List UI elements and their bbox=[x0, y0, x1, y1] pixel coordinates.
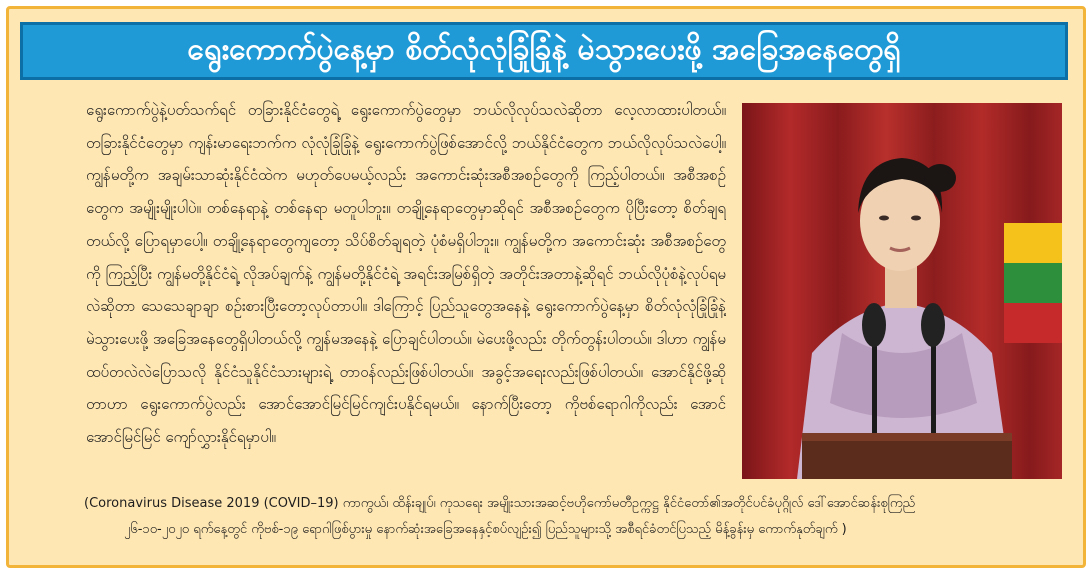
caption-line-1: (Coronavirus Disease 2019 (COVID–19) ကာကွယ်၊ ထိန်းချုပ်၊ ကုသရေး အမျိုးသားအဆင့်ဗဟိုကော်မတီဥက္ကဋ္ဌ နိုင်ငံတော်၏အတိုင်ပင်ခံပုဂ္ဂိုလ် ဒေါ်အောင်ဆန်းစုကြည် bbox=[84, 496, 916, 511]
headline-title: ရွေးကောက်ပွဲနေ့မှာ စိတ်လုံလုံခြုံခြုံနဲ့ မဲသွားပေးဖို့ အခြေအနေတွေရှိ bbox=[187, 31, 901, 67]
headline-banner bbox=[20, 22, 1068, 80]
speaker-portrait-photo bbox=[742, 103, 1062, 479]
caption-line-2: ၂၆-၁၀-၂၀၂၀ ရက်နေ့တွင် ကိုဗစ်-၁၉ ရောဂါဖြစ်ပွားမှု နောက်ဆုံးအခြေအနေနှင့်စပ်လျဉ်း၍ ပြည်သူများသို့ အစီရင်ခံတင်ပြသည့် မိန့်ခွန်းမှ ကောက်နုတ်ချက် ) bbox=[124, 522, 847, 537]
article-body: ရွေးကောက်ပွဲနဲ့ပတ်သက်ရင် တခြားနိုင်ငံတွေရဲ့ ရွေးကောက်ပွဲတွေမှာ ဘယ်လိုလုပ်သလဲဆိုတာ လေ့လာထားပါတယ်။ တခြားနိုင်ငံတွေမှာ ကျန်းမာရေးဘက်က လုံလုံခြုံခြုံနဲ့ ရွေးကောက်ပွဲဖြစ်အောင်လို့ ဘယ်နိုင်ငံတွေက ဘယ်လိုလုပ်သလဲပေါ့။ ကျွန်မတို့က အချမ်းသာဆုံးနိုင်ငံထဲက မဟုတ်ပေမယ့်လည်း အကောင်းဆုံးအစီအစဉ်တွေကို ကြည့်ပါတယ်။ အစီအစဉ်တွေက အမျိုးမျိုးပါပဲ။ တစ်နေရာနဲ့ တစ်နေရာ မတူပါဘူး။ တချို့နေရာတွေမှာဆိုရင် အစီအစဉ်တွေက ပိုပြီးတော့ စိတ်ချရတယ်လို့ ပြောရမှာပေါ့။ တချို့နေရာတွေကျတော့ သိပ်စိတ်ချရတဲ့ ပုံစံမရှိပါဘူး။ ကျွန်မတို့က အကောင်းဆုံး အစီအစဉ်တွေကို ကြည့်ပြီး ကျွန်မတို့နိုင်ငံရဲ့ လိုအပ်ချက်နဲ့ ကျွန်မတို့နိုင်ငံရဲ့ အရင်းအမြစ်ရှိတဲ့ အတိုင်းအတာနဲ့ဆိုရင် ဘယ်လိုပုံစံနဲ့လုပ်ရမလဲဆိုတာ သေသေချာချာ စဉ်းစားပြီးတော့လုပ်တာပါ။ ဒါကြောင့် ပြည်သူတွေအနေနဲ့ ရွေးကောက်ပွဲနေ့မှာ စိတ်လုံလုံခြုံခြုံနဲ့ မဲသွားပေးဖို့ အခြေအနေတွေရှိပါတယ်လို့ ကျွန်မအနေနဲ့ ပြောချင်ပါတယ်။ မဲပေးဖို့လည်း တိုက်တွန်းပါတယ်။ ဒါဟာ ကျွန်မ ထပ်တလဲလဲပြောသလို နိုင်ငံသူနိုင်ငံသားများရဲ့ တာဝန်လည်းဖြစ်ပါတယ်။ အခွင့်အရေးလည်းဖြစ်ပါတယ်။ အောင်နိုင်ဖို့ဆိုတာဟာ ရွေးကောက်ပွဲလည်း အောင်အောင်မြင်မြင်ကျင်းပနိုင်ရမယ်။ နောက်ပြီးတော့ ကိုဗစ်ရောဂါကိုလည်း အောင်အောင်မြင်မြင် ကျော်လွှားနိုင်ရမှာပါ။ bbox=[86, 101, 726, 447]
portrait-illustration bbox=[742, 103, 1062, 479]
photo-caption bbox=[84, 491, 1070, 543]
